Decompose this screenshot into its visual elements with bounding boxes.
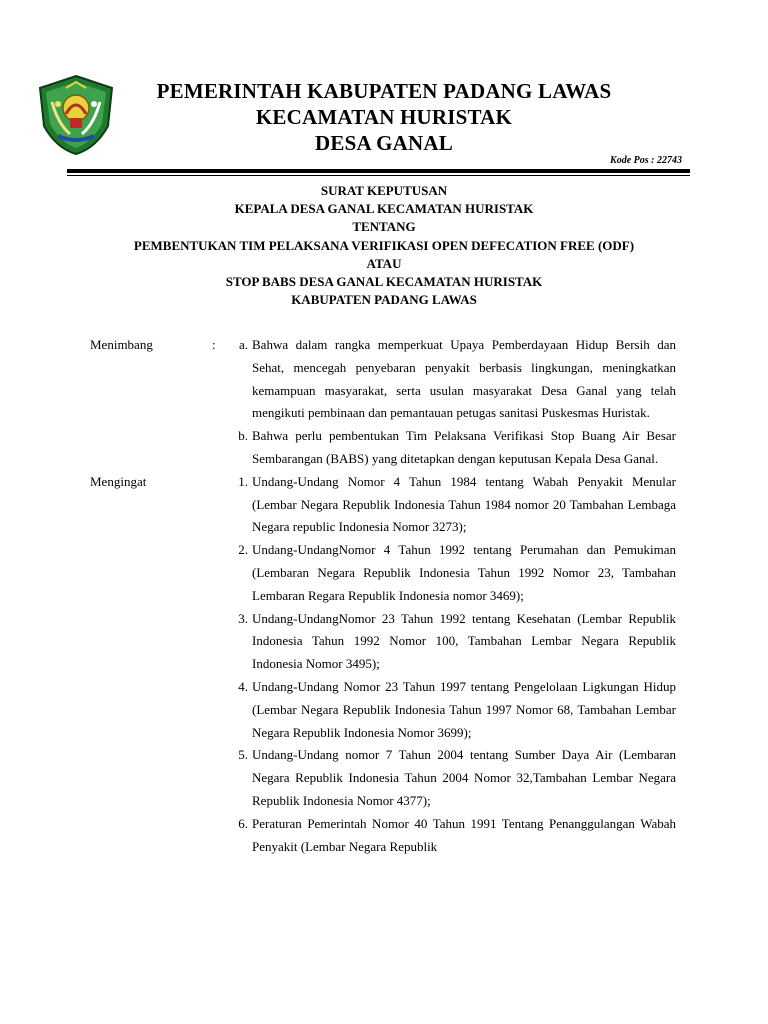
title-line: STOP BABS DESA GANAL KECAMATAN HURISTAK <box>225 274 543 290</box>
menimbang-item <box>238 425 676 471</box>
padang-lawas-crest-logo <box>36 74 116 156</box>
title-line: SURAT KEPUTUSAN <box>320 183 448 198</box>
item-marker: 3. <box>238 610 248 626</box>
header-divider-thin <box>67 175 690 176</box>
menimbang-label: Menimbang <box>90 337 153 352</box>
item-text: Peraturan Pemerintah Nomor 40 Tahun 1991 Tentang Penanggulangan Wabah Penyakit (Lembar Negara Republik <box>252 815 676 854</box>
item-marker: 1. <box>238 473 248 489</box>
mengingat-item <box>238 676 676 744</box>
mengingat-label: Mengingat <box>90 473 147 489</box>
title-line: ATAU <box>366 255 402 271</box>
item-marker: a. <box>238 337 248 352</box>
item-marker: 4. <box>238 678 248 694</box>
item-marker: 5. <box>238 747 248 763</box>
colon: : <box>212 337 216 352</box>
mengingat-item <box>238 471 676 539</box>
header-district-name: KECAMATAN HURISTAK <box>255 105 513 129</box>
menimbang-item <box>212 334 676 425</box>
item-text: Bahwa dalam rangka memperkuat Upaya Pemberdayaan Hidup Bersih dan Sehat, mencegah penyebaran penyakit berbasis lingkungan, meningkatkan kemampuan masyarakat, serta usulan masyarakat Desa Ganal yang telah mengikuti pembinaan dan pemantauan petugas sanitasi Puskesmas Huristak. <box>252 337 676 421</box>
mengingat-item <box>238 744 676 812</box>
header-government-name: PEMERINTAH KABUPATEN PADANG LAWAS <box>156 79 612 103</box>
item-marker: 2. <box>238 542 248 558</box>
item-text: Undang-UndangNomor 4 Tahun 1992 tentang Perumahan dan Pemukiman (Lembaran Negara Republik Indonesia Tahun 1992 Nomor 23, Tambahan Lembaran Regara Republik Indonesia nomor 3469); <box>252 542 676 603</box>
title-line: KABUPATEN PADANG LAWAS <box>291 292 477 308</box>
title-line: PEMBENTUKAN TIM PELAKSANA VERIFIKASI OPEN DEFECATION FREE (ODF) <box>133 237 635 253</box>
item-text: Undang-Undang Nomor 4 Tahun 1984 tentang Wabah Penyakit Menular (Lembar Negara Republik Indonesia Tahun 1984 nomor 20 Tambahan Lembaga Negara republic Indonesia Nomor 3273); <box>252 473 676 535</box>
item-text: Undang-Undang nomor 7 Tahun 2004 tentang Sumber Daya Air (Lembaran Negara Republik Indonesia Tahun 2004 Nomor 32,Tambahan Lembar Negara Republik Indonesia Nomor 4377); <box>252 747 676 808</box>
header-village-name: DESA GANAL <box>315 131 453 155</box>
title-line: TENTANG <box>352 219 416 235</box>
mengingat-section <box>0 471 768 859</box>
item-text: Undang-UndangNomor 23 Tahun 1992 tentang Kesehatan (Lembar Republik Indonesia Tahun 1992 Nomor 100, Tambahan Lembar Negara Republik Indonesia Nomor 3495); <box>252 610 676 672</box>
item-marker: 6. <box>238 815 248 831</box>
header-divider-thick <box>67 169 690 173</box>
mengingat-item <box>238 813 676 859</box>
title-line: KEPALA DESA GANAL KECAMATAN HURISTAK <box>234 201 534 217</box>
item-marker: b. <box>238 428 248 444</box>
item-text: Bahwa perlu pembentukan Tim Pelaksana Verifikasi Stop Buang Air Besar Sembarangan (BABS) yang ditetapkan dengan keputusan Kepala Desa Ganal. <box>252 428 676 466</box>
item-text: Undang-Undang Nomor 23 Tahun 1997 tentang Pengelolaan Ligkungan Hidup (Lembar Negara Republik Indonesia Tahun 1997 Nomor 68, Tambahan Lembar Negara Republik Indonesia Nomor 3699); <box>252 678 676 740</box>
decree-title <box>60 182 708 309</box>
mengingat-item <box>238 608 676 676</box>
mengingat-item <box>238 539 676 607</box>
menimbang-section <box>0 334 768 471</box>
decree-body <box>0 334 768 858</box>
postal-code: Kode Pos : 22743 <box>610 155 682 166</box>
